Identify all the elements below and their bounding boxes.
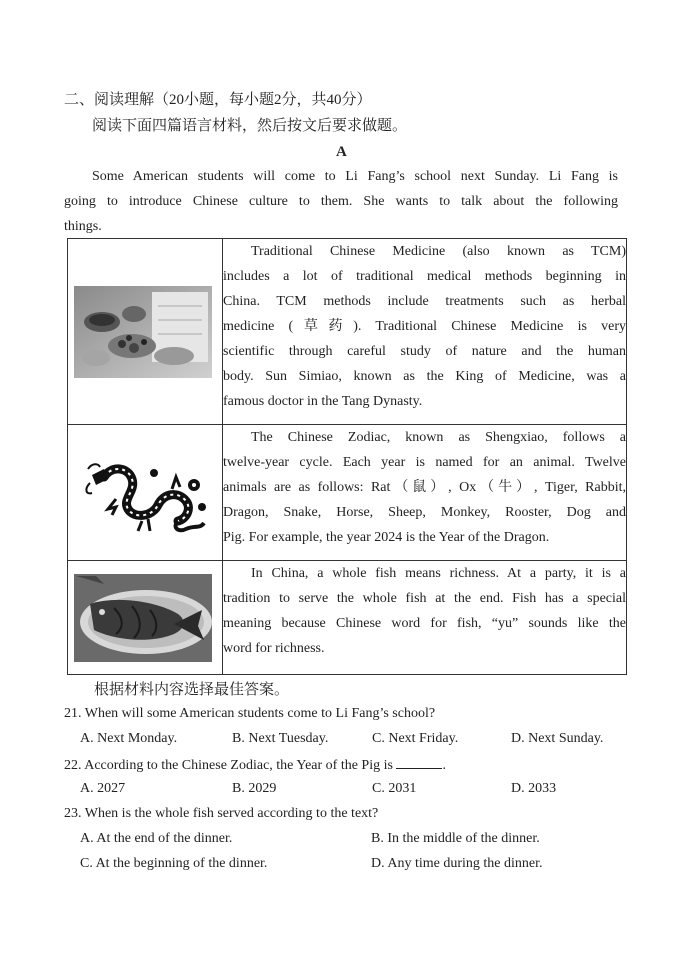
tcm-line: Traditional Chinese Medicine (also known as TCM) [251,244,626,259]
tcm-line: includes a lot of traditional medical methods beginning in [223,269,626,284]
section-title: 二、阅读理解（20小题，每小题2分，共40分） [64,92,372,108]
question-22-stem [64,756,446,774]
zodiac-line: twelve-year cycle. Each year is named for an animal. Twelve [223,455,626,470]
zodiac-image-cell [68,425,223,561]
question-22-end: . [442,758,446,773]
tcm-line: famous doctor in the Tang Dynasty. [223,394,423,409]
fish-line: tradition to serve the whole fish at the end. Fish has a special [223,591,626,606]
herbal-medicine-photo-icon [74,286,212,378]
q21-option-d[interactable]: D. Next Sunday. [511,731,604,746]
q21-option-a[interactable]: A. Next Monday. [80,731,178,746]
question-21-stem: 21. When will some American students come to Li Fang’s school? [64,706,436,721]
zodiac-text-cell [223,425,627,561]
passage-label: A [336,144,347,160]
zodiac-line: animals are as follows: Rat（鼠）, Ox（牛）, Tiger, Rabbit, [223,480,626,495]
q23-option-a[interactable]: A. At the end of the dinner. [80,831,233,846]
zodiac-line: The Chinese Zodiac, known as Shengxiao, follows a [251,430,626,445]
table-row-zodiac [68,425,627,561]
dragon-paper-cut-icon [82,455,212,535]
intro-line: things. [64,219,102,234]
tcm-line: body. Sun Simiao, known as the King of Medicine, was a [223,369,626,384]
answer-blank[interactable] [396,756,442,769]
tcm-line: medicine (草药). Traditional Chinese Medicine is very [223,319,626,334]
fish-text-cell [223,561,627,675]
question-instruction: 根据材料内容选择最佳答案。 [94,682,290,698]
question-22-text: 22. According to the Chinese Zodiac, the Year of the Pig is [64,758,393,773]
intro-line: Some American students will come to Li Fang’s school next Sunday. Li Fang is [92,169,618,184]
tcm-text-cell [223,239,627,425]
fish-image-cell [68,561,223,675]
table-row-fish [68,561,627,675]
q22-option-c[interactable]: C. 2031 [372,781,417,796]
passage-intro [64,168,618,243]
q22-option-a[interactable]: A. 2027 [80,781,126,796]
fish-line: In China, a whole fish means richness. At a party, it is a [251,566,626,581]
table-row-tcm [68,239,627,425]
zodiac-line: Dragon, Snake, Horse, Sheep, Monkey, Rooster, Dog and [223,505,626,520]
question-23-stem: 23. When is the whole fish served according to the text? [64,806,379,821]
intro-line: going to introduce Chinese culture to them. She wants to talk about the following [64,194,618,209]
zodiac-line: Pig. For example, the year 2024 is the Year of the Dragon. [223,530,550,545]
q22-option-d[interactable]: D. 2033 [511,781,557,796]
q22-option-b[interactable]: B. 2029 [232,781,277,796]
whole-fish-dish-photo-icon [74,574,212,662]
q21-option-b[interactable]: B. Next Tuesday. [232,731,329,746]
tcm-line: China. TCM methods include treatments such as herbal [223,294,626,309]
q23-option-d[interactable]: D. Any time during the dinner. [371,856,543,871]
culture-table [67,238,627,675]
q21-option-c[interactable]: C. Next Friday. [372,731,459,746]
q23-option-c[interactable]: C. At the beginning of the dinner. [80,856,268,871]
fish-line: word for richness. [223,641,325,656]
fish-line: meaning because Chinese word for fish, “yu” sounds like the [223,616,626,631]
tcm-line: scientific through careful study of nature and the human [223,344,626,359]
section-instruction: 阅读下面四篇语言材料，然后按文后要求做题。 [92,118,408,134]
tcm-image-cell [68,239,223,425]
q23-option-b[interactable]: B. In the middle of the dinner. [371,831,540,846]
